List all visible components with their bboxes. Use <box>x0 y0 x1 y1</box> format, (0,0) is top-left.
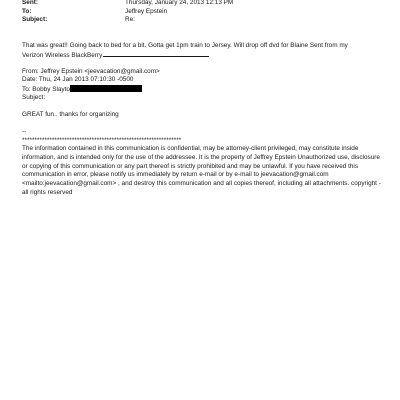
signature-stars: **************************************************************** <box>22 136 182 144</box>
quoted-to <box>22 85 382 94</box>
subject-value: Re: <box>125 16 135 23</box>
email-body <box>22 42 382 197</box>
sent-label: Sent: <box>22 0 38 6</box>
reply-line-1: That was great!! Going back to bed for a bit. Gotta get 1pm train to Jersey. Will drop off dvd for Blaine Sent from my <box>22 42 348 49</box>
quoted-subject: Subject: <box>22 93 46 101</box>
confidentiality-disclaimer: The information contained in this communication is confidential, may be attorney-client privileged, may constitute inside information, and is intended only for the use of the addressee. It is the property of Jeffrey Epstein Unauthorized use, disclosure or copying of this communication or any part thereof is strictly prohibited and may be unlawful. If you have received this communication in error, please notify us immediately by return e-mail or by e-mail to jeevacation@gmail.com <mailto:jeevacation@gmail.com> , and destroy this communication and all copies thereof, including all attachments. copyright -all rights reserved <box>22 145 381 196</box>
quoted-message: GREAT fun.. thanks for organizing <box>22 110 119 118</box>
reply-line-2 <box>22 51 382 60</box>
signature-underline <box>103 51 209 57</box>
signature-dashes: -- <box>22 127 27 135</box>
quoted-from: From: Jeffrey Epstein <jeevacation@gmail.com> <box>22 67 160 75</box>
to-value: Jeffrey Epstein <box>125 7 168 15</box>
quoted-to-text: To: Bobby Slayto <box>22 85 70 93</box>
subject-label: Subject: <box>22 16 48 23</box>
reply-line-2-text: Verizon Wireless BlackBerry <box>22 51 103 59</box>
redaction-bar <box>70 85 142 92</box>
quoted-date: Date: Thu, 24 Jan 2013 07:10:30 -0500 <box>22 76 134 84</box>
to-label: To: <box>22 7 32 15</box>
sent-value: Thursday, January 24, 2013 12:13 PM <box>125 0 234 6</box>
